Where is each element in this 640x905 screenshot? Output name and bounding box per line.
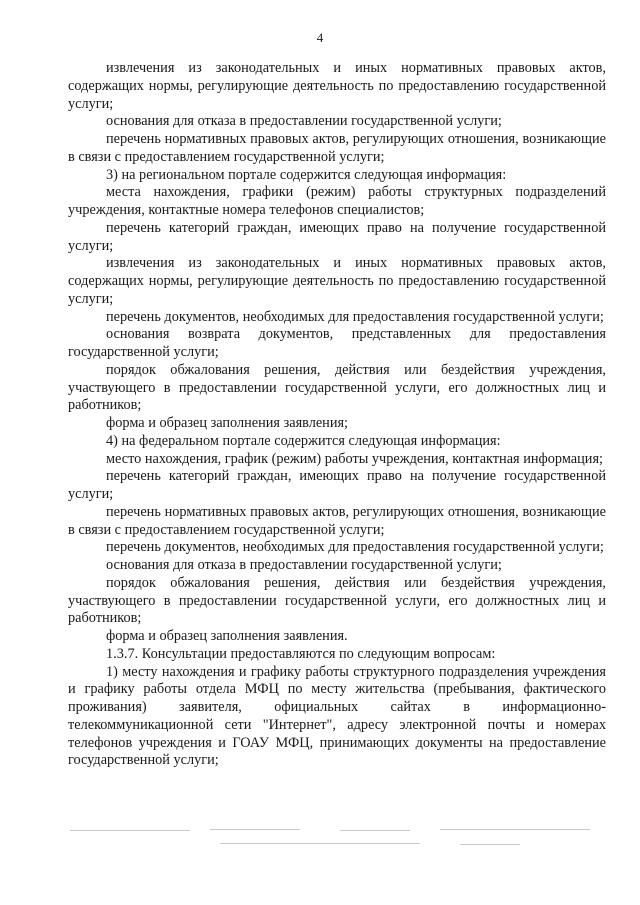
paragraph: форма и образец заполнения заявления; [106, 415, 349, 431]
paragraph: перечень нормативных правовых актов, регулирующих отношения, возникающие в связи с предоставлением государственной услуги; [68, 131, 606, 165]
paragraph: перечень документов, необходимых для предоставления государственной услуги; [106, 308, 604, 325]
paragraph: 1) месту нахождения и графику работы структурного подразделения учреждения и графику работы отдела МФЦ по месту жительства (пребывания, фактического проживания) заявителя, официальных сайтах в информационно-телекоммуникационной сети "Интернет", адресу электронной почты и номерах телефонов учреждения и ГОАУ МФЦ, принимающих документы на предоставление государственной услуги; [68, 663, 606, 769]
paragraph: форма и образец заполнения заявления. [106, 628, 348, 644]
paragraph: перечень нормативных правовых актов, регулирующих отношения, возникающие в связи с предоставлением государственной услуги; [68, 503, 606, 538]
paragraph: извлечения из законодательных и иных нормативных правовых актов, содержащих нормы, регулирующие деятельность по предоставлению государственной услуги; [68, 60, 606, 112]
paragraph: порядок обжалования решения, действия или бездействия учреждения, участвующего в предоставлении государственной услуги, его должностных лиц и работников; [68, 361, 606, 414]
paragraph: 1.3.7. Консультации предоставляются по следующим вопросам: [106, 645, 496, 662]
paragraph: основания для отказа в предоставлении государственной услуги; [106, 557, 502, 573]
paragraph: перечень категорий граждан, имеющих право на получение государственной услуги; [68, 468, 606, 502]
paragraph: 4) на федеральном портале содержится следующая информация: [106, 432, 501, 449]
document-body [68, 60, 606, 770]
page-number: 4 [316, 30, 324, 45]
paragraph: извлечения из законодательных и иных нормативных правовых актов, содержащих нормы, регулирующие деятельность по предоставлению государственной услуги; [68, 255, 606, 307]
paragraph: место нахождения, график (режим) работы учреждения, контактная информация; [106, 450, 603, 467]
paragraph: 3) на региональном портале содержится следующая информация: [106, 166, 507, 183]
paragraph: перечень категорий граждан, имеющих право на получение государственной услуги; [68, 219, 606, 254]
scan-artifact [60, 826, 600, 850]
paragraph: основания возврата документов, представленных для предоставления государственной услуги; [68, 326, 606, 360]
paragraph: перечень документов, необходимых для предоставления государственной услуги; [106, 539, 604, 556]
paragraph: места нахождения, графики (режим) работы структурных подразделений учреждения, контактные номера телефонов специалистов; [68, 184, 606, 218]
paragraph: основания для отказа в предоставлении государственной услуги; [106, 113, 502, 130]
paragraph: порядок обжалования решения, действия или бездействия учреждения, участвующего в предоставлении государственной услуги, его должностных лиц и работников; [68, 574, 606, 627]
